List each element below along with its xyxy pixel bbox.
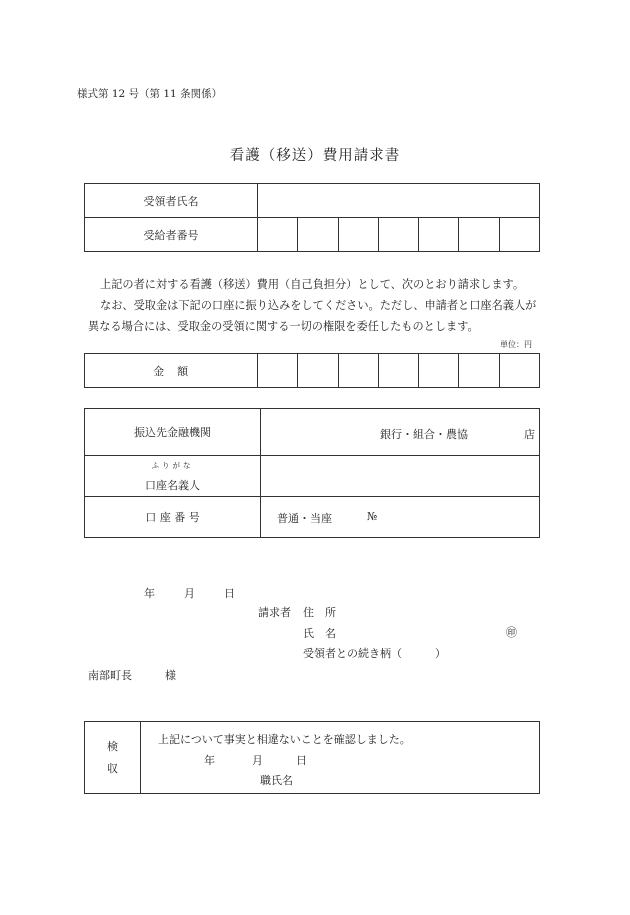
bank-institution-field[interactable] — [261, 409, 540, 456]
seal-mark: ㊞ — [506, 626, 517, 639]
recipient-number-box[interactable] — [499, 218, 539, 252]
account-types: 普通・当座 — [277, 512, 332, 525]
paragraph-line-3: 異なる場合には、受取金の受領に関する一切の権限を委任したものとします。 — [88, 320, 479, 333]
form-number: 様式第 12 号（第 11 条関係） — [77, 88, 223, 100]
recipient-number-box[interactable] — [258, 218, 298, 252]
recipient-number-box[interactable] — [338, 218, 378, 252]
amount-box[interactable] — [499, 354, 539, 388]
amount-box[interactable] — [459, 354, 499, 388]
account-holder-field[interactable] — [261, 456, 540, 497]
amount-box[interactable] — [338, 354, 378, 388]
addressee: 南部町長 様 — [88, 669, 176, 682]
date-month: 月 — [184, 587, 195, 600]
recipient-number-box[interactable] — [459, 218, 499, 252]
date-day: 日 — [224, 587, 235, 600]
recipient-number-box[interactable] — [419, 218, 459, 252]
inspection-day: 日 — [296, 754, 307, 767]
recipient-number-box[interactable] — [298, 218, 338, 252]
bank-table — [84, 408, 540, 538]
request-date — [144, 585, 235, 601]
applicant-label: 請求者 — [258, 606, 291, 619]
inspection-month: 月 — [252, 754, 263, 767]
unit-label: 単位：円 — [500, 340, 532, 349]
inspection-staff-label: 職氏名 — [260, 774, 293, 787]
applicant-name-label: 氏 名 — [303, 627, 336, 640]
paragraph-line-1: 上記の者に対する看護（移送）費用（自己負担分）として、次のとおり請求します。 — [100, 278, 525, 291]
account-no-label: № — [367, 510, 378, 523]
amount-box[interactable] — [298, 354, 338, 388]
amount-box[interactable] — [419, 354, 459, 388]
bank-institution-label: 振込先金融機関 — [85, 409, 261, 456]
amount-label: 金 額 — [85, 354, 258, 388]
inspection-label-bottom: 収 — [107, 761, 118, 775]
inspection-content — [141, 722, 540, 794]
date-year: 年 — [144, 587, 155, 600]
inspection-statement: 上記について事実と相違ないことを確認しました。 — [158, 733, 411, 746]
account-number-label: 口 座 番 号 — [85, 497, 261, 538]
recipient-number-label: 受給者番号 — [85, 218, 258, 252]
inspection-table — [84, 721, 540, 794]
recipient-name-label: 受領者氏名 — [85, 184, 258, 218]
account-number-field[interactable] — [261, 497, 540, 538]
amount-table — [84, 353, 540, 388]
recipient-name-field[interactable] — [258, 184, 540, 218]
account-holder-label-cell — [85, 456, 261, 497]
applicant-address-label: 住 所 — [303, 606, 336, 619]
account-holder-label: 口座名義人 — [145, 478, 200, 492]
recipient-table — [84, 183, 540, 252]
relation-label: 受領者との続き柄（ ） — [303, 647, 446, 660]
paragraph-line-2: なお、受取金は下記の口座に振り込みをしてください。ただし、申請者と口座名義人が — [100, 299, 537, 312]
furigana-label: ふりがな — [151, 460, 194, 470]
bank-institution-types: 銀行・組合・農協 — [380, 428, 468, 441]
bank-branch-suffix: 店 — [524, 428, 535, 441]
page-title: 看護（移送）費用請求書 — [229, 148, 401, 164]
inspection-label-cell — [85, 722, 141, 794]
amount-box[interactable] — [258, 354, 298, 388]
recipient-number-box[interactable] — [378, 218, 418, 252]
inspection-year: 年 — [204, 754, 215, 767]
amount-box[interactable] — [378, 354, 418, 388]
inspection-label-top: 検 — [107, 739, 118, 753]
